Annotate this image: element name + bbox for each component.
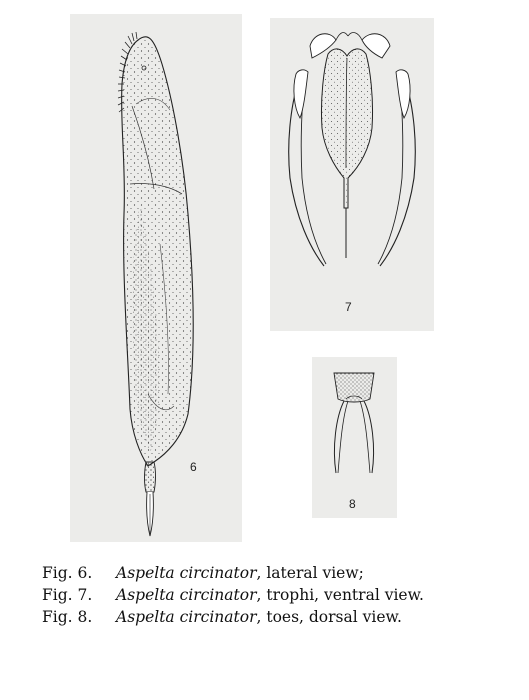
- caption-label: Fig. 7.: [42, 586, 93, 604]
- figure-captions: [42, 562, 522, 628]
- caption-text: , toes, dorsal view.: [256, 608, 402, 626]
- caption-species: Aspelta circinator: [116, 564, 257, 582]
- trophi-illustration: [270, 18, 434, 331]
- figure-number-7: 7: [345, 300, 352, 314]
- rotifer-lateral-illustration: [70, 14, 242, 542]
- toes-illustration: [312, 357, 397, 518]
- caption-fig-7: [42, 584, 522, 606]
- figure-7-panel: [270, 18, 434, 331]
- caption-label: Fig. 6.: [42, 564, 93, 582]
- caption-text: , trophi, ventral view.: [256, 586, 424, 604]
- caption-species: Aspelta circinator: [116, 608, 257, 626]
- caption-species: Aspelta circinator: [116, 586, 257, 604]
- figure-6-panel: [70, 14, 242, 542]
- caption-text: , lateral view;: [256, 564, 364, 582]
- caption-fig-8: [42, 606, 522, 628]
- figure-number-8: 8: [349, 497, 356, 511]
- figure-number-6: 6: [190, 460, 197, 474]
- caption-fig-6: [42, 562, 522, 584]
- caption-label: Fig. 8.: [42, 608, 93, 626]
- figure-8-panel: [312, 357, 397, 518]
